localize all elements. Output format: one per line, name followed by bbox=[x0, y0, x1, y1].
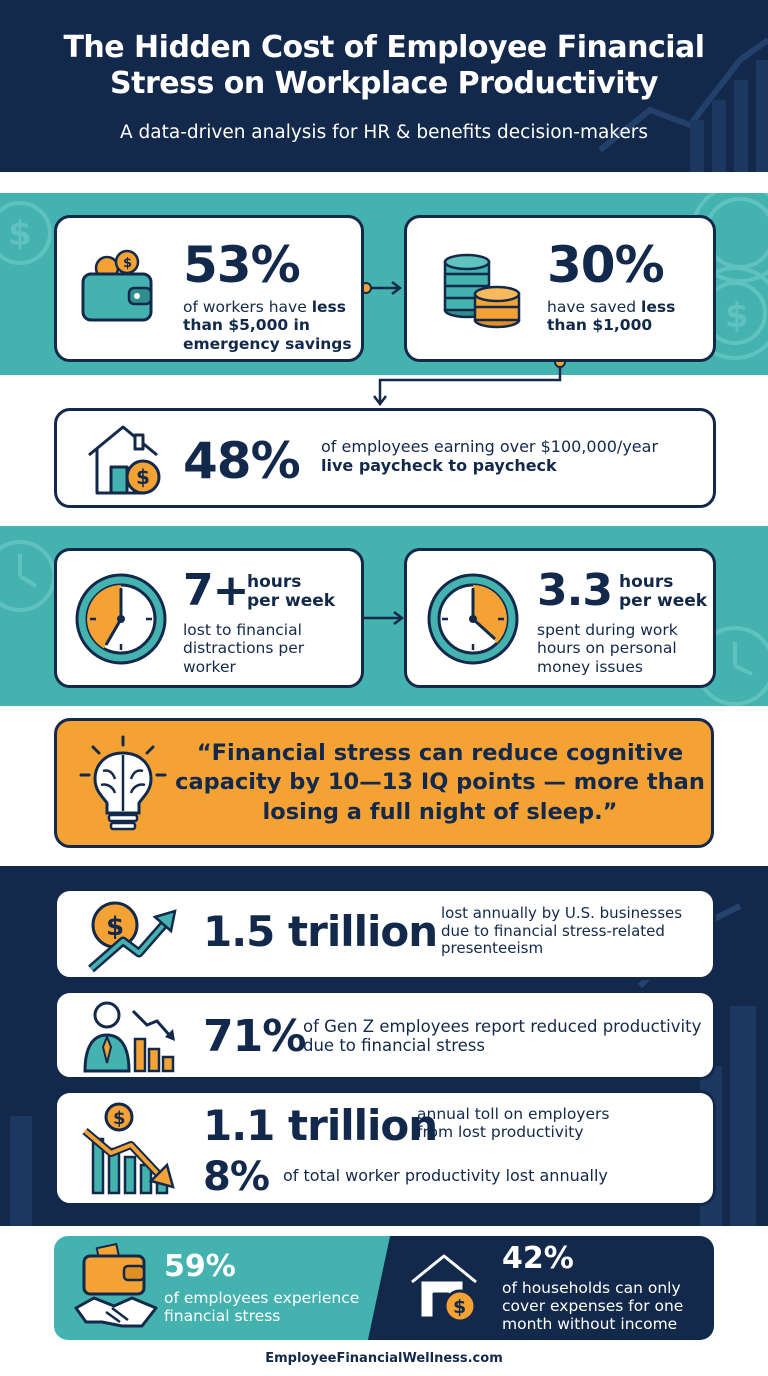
stat-unit-3-3-line2: per week bbox=[619, 590, 708, 611]
declining-bar-chart-icon bbox=[81, 1101, 177, 1197]
stat-text-53-bold: less than $5,000 in emergency savings bbox=[183, 298, 352, 353]
stat-value-71: 71% bbox=[203, 1011, 306, 1062]
stat-card-gen-z bbox=[54, 990, 716, 1080]
stat-unit-7plus bbox=[247, 573, 335, 610]
stat-text-42: of households can only cover expenses for one month without income bbox=[502, 1279, 684, 1333]
svg-text:$: $ bbox=[113, 1108, 126, 1129]
svg-text:$: $ bbox=[725, 296, 749, 336]
svg-text:$: $ bbox=[453, 1296, 467, 1318]
worker-declining-chart-icon bbox=[79, 997, 179, 1077]
bottom-split-panel bbox=[54, 1236, 714, 1340]
stat-card-lost-hours bbox=[54, 548, 364, 688]
stat-value-53: 53% bbox=[183, 236, 300, 294]
stat-value-42: 42% bbox=[502, 1241, 574, 1276]
stat-text-7plus: lost to financial distractions per worker bbox=[183, 621, 305, 676]
stat-value-1-1-trillion: 1.1 trillion bbox=[203, 1101, 438, 1150]
wallet-handshake-icon bbox=[72, 1242, 160, 1334]
stat-text-71: of Gen Z employees report reduced productivity due to financial stress bbox=[303, 1017, 702, 1056]
svg-text:$: $ bbox=[106, 912, 125, 942]
stat-text-1-5-trillion: lost annually by U.S. businesses due to financial stress-related presenteeism bbox=[441, 904, 683, 958]
stat-text-30-pre: have saved bbox=[547, 298, 642, 316]
stat-text-48-line: of employees earning over $100,000/year bbox=[321, 437, 659, 456]
stat-unit-3-3 bbox=[619, 573, 707, 610]
quote-box bbox=[54, 718, 714, 848]
stat-unit-3-3-line1: hours bbox=[619, 572, 674, 592]
stat-value-48: 48% bbox=[183, 432, 300, 490]
svg-text:$: $ bbox=[8, 214, 32, 254]
stat-text-53-pre: of workers have bbox=[183, 298, 312, 316]
stat-unit-7plus-line2: per week bbox=[247, 590, 336, 611]
svg-text:$: $ bbox=[136, 465, 150, 489]
stat-card-annual-toll bbox=[54, 1090, 716, 1206]
stat-text-30-bold: less than $1,000 bbox=[547, 298, 676, 335]
svg-text:$: $ bbox=[123, 256, 133, 271]
stat-text-59: of employees experience financial stress bbox=[164, 1289, 360, 1325]
stat-value-3-3: 3.3 bbox=[537, 565, 612, 616]
stat-card-presenteeism bbox=[54, 888, 716, 980]
clock-icon bbox=[73, 571, 169, 667]
stat-unit-7plus-line1: hours bbox=[247, 572, 302, 592]
brain-lightbulb-icon bbox=[77, 735, 169, 835]
stat-text-8: of total worker productivity lost annually bbox=[283, 1166, 608, 1185]
page-subtitle: A data-driven analysis for HR & benefits decision-makers bbox=[120, 122, 648, 143]
stat-value-59: 59% bbox=[164, 1249, 236, 1284]
footer-website[interactable]: EmployeeFinancialWellness.com bbox=[265, 1351, 503, 1366]
stat-text-48-bold: live paycheck to paycheck bbox=[321, 455, 557, 475]
title-line-2: Stress on Workplace Productivity bbox=[110, 66, 658, 101]
stat-value-1-5-trillion: 1.5 trillion bbox=[203, 907, 438, 956]
stat-text-3-3: spent during work hours on personal money issues bbox=[537, 621, 678, 676]
house-dollar-icon bbox=[408, 1250, 484, 1326]
stat-text-1-1-trillion: annual toll on employers from lost productivity bbox=[417, 1105, 610, 1142]
title-line-1: The Hidden Cost of Employee Financial bbox=[63, 30, 705, 65]
clock-icon bbox=[425, 571, 521, 667]
stat-value-30: 30% bbox=[547, 236, 664, 294]
dollar-growth-arrow-icon bbox=[83, 897, 179, 973]
stat-card-work-hours bbox=[404, 548, 716, 688]
quote-text: “Financial stress can reduce cognitive capacity by 10—13 IQ points — more than losing a full night of sleep.” bbox=[175, 740, 705, 825]
stat-value-7plus: 7+ bbox=[183, 565, 249, 616]
stat-value-8: 8% bbox=[203, 1154, 269, 1200]
